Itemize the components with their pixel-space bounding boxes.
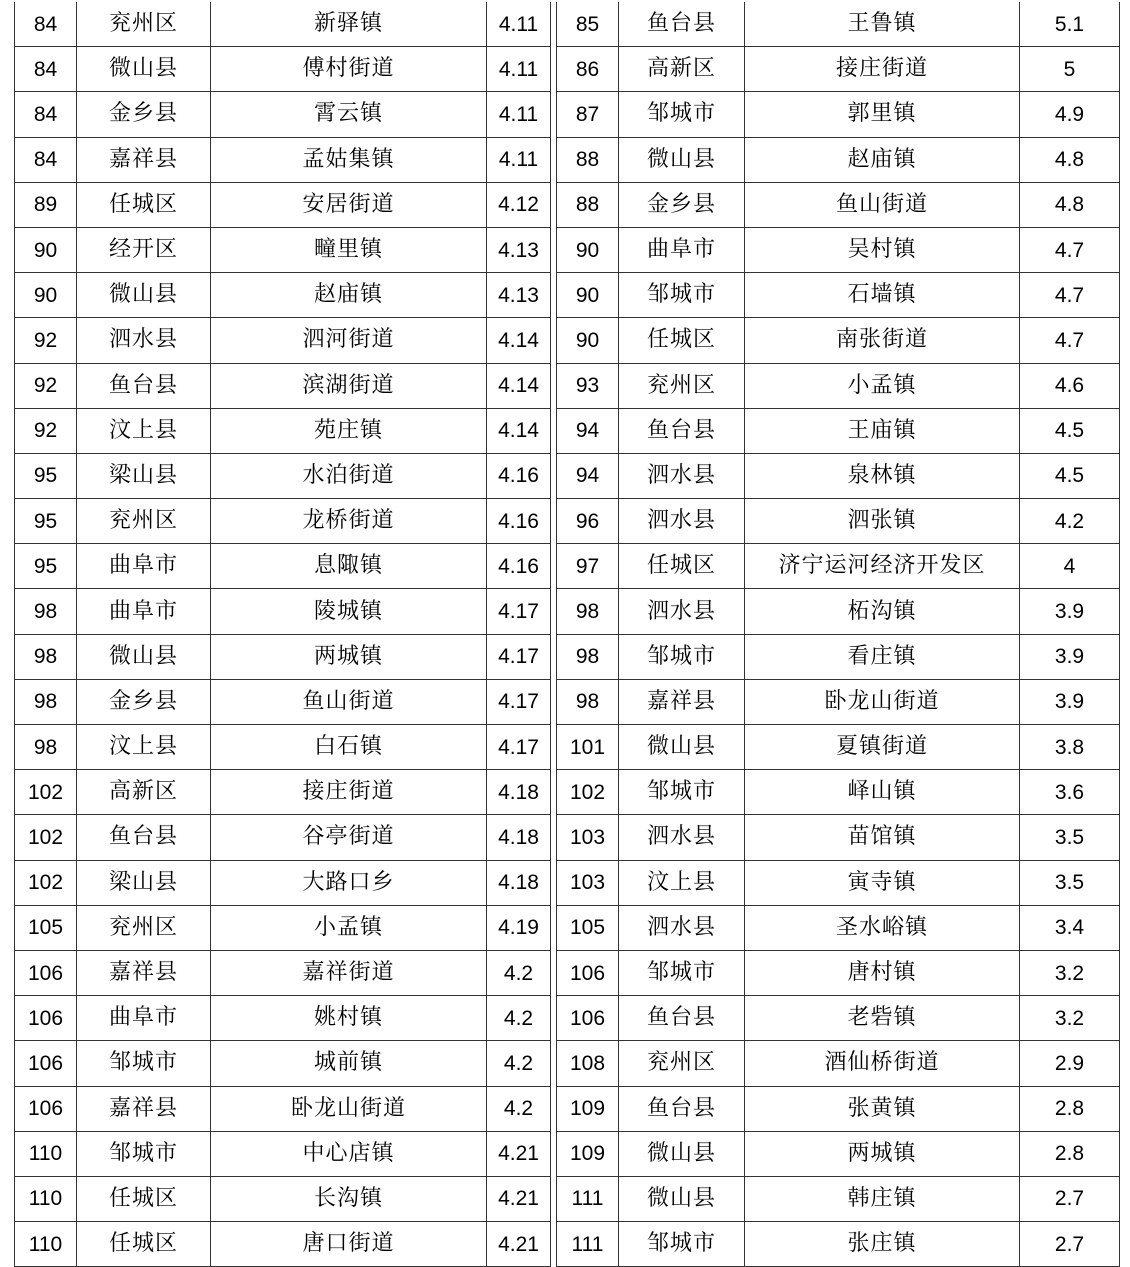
town-cell: 济宁运河经济开发区 <box>745 544 1020 589</box>
score-cell: 4.9 <box>1020 92 1120 137</box>
score-cell: 4.21 <box>487 1176 551 1221</box>
county-cell: 微山县 <box>619 725 745 770</box>
county-cell: 曲阜市 <box>77 589 211 634</box>
town-cell: 泉林镇 <box>745 453 1020 498</box>
score-cell: 3.9 <box>1020 679 1120 724</box>
score-cell: 4.5 <box>1020 453 1120 498</box>
rank-cell: 105 <box>557 905 619 950</box>
county-cell: 鱼台县 <box>619 1086 745 1131</box>
rank-cell: 98 <box>15 589 77 634</box>
town-cell: 唐口街道 <box>211 1222 487 1267</box>
county-cell: 泗水县 <box>619 589 745 634</box>
rank-cell: 98 <box>15 679 77 724</box>
table-row <box>15 499 551 544</box>
score-cell: 4.2 <box>487 950 551 995</box>
rank-cell: 84 <box>15 2 77 47</box>
score-cell: 2.9 <box>1020 1041 1120 1086</box>
score-cell: 4.2 <box>487 1041 551 1086</box>
table-row <box>15 363 551 408</box>
table-row <box>557 363 1120 408</box>
county-cell: 任城区 <box>77 182 211 227</box>
rank-cell: 92 <box>15 318 77 363</box>
town-cell: 大路口乡 <box>211 860 487 905</box>
county-cell: 鱼台县 <box>619 996 745 1041</box>
town-cell: 石墙镇 <box>745 273 1020 318</box>
table-row <box>15 137 551 182</box>
town-cell: 陵城镇 <box>211 589 487 634</box>
county-cell: 邹城市 <box>619 273 745 318</box>
rank-cell: 90 <box>15 227 77 272</box>
score-cell: 3.5 <box>1020 860 1120 905</box>
rank-cell: 92 <box>15 363 77 408</box>
county-cell: 邹城市 <box>619 1222 745 1267</box>
score-cell: 4.7 <box>1020 227 1120 272</box>
table-row <box>557 273 1120 318</box>
score-cell: 3.9 <box>1020 589 1120 634</box>
town-cell: 小孟镇 <box>745 363 1020 408</box>
table-row <box>557 1086 1120 1131</box>
rank-cell: 111 <box>557 1222 619 1267</box>
county-cell: 微山县 <box>77 634 211 679</box>
table-row <box>557 1176 1120 1221</box>
table-row <box>557 92 1120 137</box>
score-cell: 4.8 <box>1020 137 1120 182</box>
town-cell: 龙桥街道 <box>211 499 487 544</box>
score-cell: 4.6 <box>1020 363 1120 408</box>
table-row <box>557 1222 1120 1267</box>
rank-cell: 111 <box>557 1176 619 1221</box>
rank-cell: 106 <box>15 950 77 995</box>
table-row <box>557 770 1120 815</box>
rank-cell: 102 <box>557 770 619 815</box>
county-cell: 高新区 <box>77 770 211 815</box>
town-cell: 苑庄镇 <box>211 408 487 453</box>
ranking-table-left-body <box>15 2 551 1267</box>
town-cell: 张黄镇 <box>745 1086 1020 1131</box>
county-cell: 金乡县 <box>77 679 211 724</box>
town-cell: 安居街道 <box>211 182 487 227</box>
rank-cell: 98 <box>557 679 619 724</box>
score-cell: 3.8 <box>1020 725 1120 770</box>
town-cell: 接庄街道 <box>745 47 1020 92</box>
county-cell: 嘉祥县 <box>619 679 745 724</box>
table-row <box>557 679 1120 724</box>
town-cell: 张庄镇 <box>745 1222 1020 1267</box>
table-row <box>557 318 1120 363</box>
score-cell: 3.4 <box>1020 905 1120 950</box>
table-row <box>15 725 551 770</box>
score-cell: 2.8 <box>1020 1086 1120 1131</box>
rank-cell: 106 <box>557 996 619 1041</box>
table-row <box>15 1041 551 1086</box>
rank-cell: 85 <box>557 2 619 47</box>
county-cell: 兖州区 <box>77 2 211 47</box>
rank-cell: 95 <box>15 499 77 544</box>
town-cell: 霄云镇 <box>211 92 487 137</box>
rank-cell: 86 <box>557 47 619 92</box>
rank-cell: 103 <box>557 815 619 860</box>
town-cell: 泗河街道 <box>211 318 487 363</box>
table-row <box>15 950 551 995</box>
table-row <box>557 905 1120 950</box>
score-cell: 4.16 <box>487 453 551 498</box>
rank-cell: 106 <box>15 996 77 1041</box>
table-row <box>15 770 551 815</box>
table-row <box>15 92 551 137</box>
score-cell: 4.13 <box>487 227 551 272</box>
rank-cell: 90 <box>15 273 77 318</box>
score-cell: 4.18 <box>487 770 551 815</box>
score-cell: 2.8 <box>1020 1131 1120 1176</box>
county-cell: 鱼台县 <box>77 363 211 408</box>
town-cell: 新驿镇 <box>211 2 487 47</box>
town-cell: 鱼山街道 <box>211 679 487 724</box>
score-cell: 4.14 <box>487 408 551 453</box>
rank-cell: 84 <box>15 92 77 137</box>
town-cell: 郭里镇 <box>745 92 1020 137</box>
rank-cell: 102 <box>15 815 77 860</box>
town-cell: 长沟镇 <box>211 1176 487 1221</box>
score-cell: 4.17 <box>487 679 551 724</box>
score-cell: 4.14 <box>487 363 551 408</box>
town-cell: 唐村镇 <box>745 950 1020 995</box>
score-cell: 4.12 <box>487 182 551 227</box>
rank-cell: 110 <box>15 1222 77 1267</box>
town-cell: 苗馆镇 <box>745 815 1020 860</box>
ranking-table-left <box>14 2 551 1267</box>
score-cell: 2.7 <box>1020 1222 1120 1267</box>
table-row <box>557 47 1120 92</box>
table-row <box>15 1222 551 1267</box>
rank-cell: 109 <box>557 1086 619 1131</box>
rank-cell: 101 <box>557 725 619 770</box>
score-cell: 4.17 <box>487 725 551 770</box>
county-cell: 任城区 <box>77 1176 211 1221</box>
table-row <box>15 1086 551 1131</box>
county-cell: 嘉祥县 <box>77 1086 211 1131</box>
table-row <box>15 182 551 227</box>
table-row <box>557 1041 1120 1086</box>
town-cell: 赵庙镇 <box>745 137 1020 182</box>
score-cell: 4.17 <box>487 589 551 634</box>
county-cell: 微山县 <box>77 47 211 92</box>
county-cell: 曲阜市 <box>619 227 745 272</box>
county-cell: 泗水县 <box>77 318 211 363</box>
town-cell: 卧龙山街道 <box>745 679 1020 724</box>
rank-cell: 106 <box>15 1041 77 1086</box>
county-cell: 邹城市 <box>77 1041 211 1086</box>
town-cell: 老砦镇 <box>745 996 1020 1041</box>
county-cell: 邹城市 <box>619 950 745 995</box>
town-cell: 两城镇 <box>745 1131 1020 1176</box>
score-cell: 3.2 <box>1020 950 1120 995</box>
rank-cell: 95 <box>15 544 77 589</box>
town-cell: 看庄镇 <box>745 634 1020 679</box>
table-row <box>15 996 551 1041</box>
table-row <box>557 499 1120 544</box>
county-cell: 兖州区 <box>77 905 211 950</box>
county-cell: 曲阜市 <box>77 544 211 589</box>
score-cell: 4.2 <box>487 1086 551 1131</box>
table-row <box>557 453 1120 498</box>
table-row <box>557 137 1120 182</box>
table-row <box>15 47 551 92</box>
table-row <box>15 589 551 634</box>
rank-cell: 98 <box>15 634 77 679</box>
town-cell: 泗张镇 <box>745 499 1020 544</box>
county-cell: 汶上县 <box>77 408 211 453</box>
town-cell: 卧龙山街道 <box>211 1086 487 1131</box>
county-cell: 金乡县 <box>619 182 745 227</box>
table-row <box>557 725 1120 770</box>
score-cell: 4.17 <box>487 634 551 679</box>
rank-cell: 110 <box>15 1131 77 1176</box>
table-row <box>15 815 551 860</box>
county-cell: 泗水县 <box>619 815 745 860</box>
town-cell: 接庄街道 <box>211 770 487 815</box>
score-cell: 4.16 <box>487 544 551 589</box>
rank-cell: 98 <box>557 589 619 634</box>
score-cell: 4.7 <box>1020 273 1120 318</box>
rank-cell: 84 <box>15 47 77 92</box>
table-row <box>557 860 1120 905</box>
county-cell: 邹城市 <box>619 770 745 815</box>
county-cell: 鱼台县 <box>619 2 745 47</box>
town-cell: 南张街道 <box>745 318 1020 363</box>
county-cell: 邹城市 <box>77 1131 211 1176</box>
rank-cell: 102 <box>15 860 77 905</box>
county-cell: 汶上县 <box>619 860 745 905</box>
town-cell: 疃里镇 <box>211 227 487 272</box>
town-cell: 小孟镇 <box>211 905 487 950</box>
table-row <box>15 1176 551 1221</box>
county-cell: 邹城市 <box>619 634 745 679</box>
town-cell: 息陬镇 <box>211 544 487 589</box>
town-cell: 圣水峪镇 <box>745 905 1020 950</box>
score-cell: 4.13 <box>487 273 551 318</box>
table-row <box>15 634 551 679</box>
score-cell: 4.18 <box>487 815 551 860</box>
score-cell: 4.11 <box>487 92 551 137</box>
rank-cell: 90 <box>557 227 619 272</box>
table-row <box>15 2 551 47</box>
score-cell: 4 <box>1020 544 1120 589</box>
table-row <box>557 544 1120 589</box>
county-cell: 泗水县 <box>619 499 745 544</box>
town-cell: 城前镇 <box>211 1041 487 1086</box>
county-cell: 经开区 <box>77 227 211 272</box>
county-cell: 高新区 <box>619 47 745 92</box>
table-row <box>15 905 551 950</box>
county-cell: 微山县 <box>619 1131 745 1176</box>
score-cell: 3.2 <box>1020 996 1120 1041</box>
town-cell: 嘉祥街道 <box>211 950 487 995</box>
county-cell: 泗水县 <box>619 905 745 950</box>
table-row <box>557 2 1120 47</box>
county-cell: 梁山县 <box>77 453 211 498</box>
rank-cell: 95 <box>15 453 77 498</box>
county-cell: 汶上县 <box>77 725 211 770</box>
table-row <box>15 1131 551 1176</box>
rank-cell: 94 <box>557 408 619 453</box>
table-row <box>15 679 551 724</box>
town-cell: 滨湖街道 <box>211 363 487 408</box>
county-cell: 泗水县 <box>619 453 745 498</box>
rank-cell: 106 <box>557 950 619 995</box>
town-cell: 孟姑集镇 <box>211 137 487 182</box>
score-cell: 4.7 <box>1020 318 1120 363</box>
score-cell: 5.1 <box>1020 2 1120 47</box>
score-cell: 4.2 <box>1020 499 1120 544</box>
county-cell: 兖州区 <box>619 363 745 408</box>
rank-cell: 103 <box>557 860 619 905</box>
county-cell: 任城区 <box>619 318 745 363</box>
county-cell: 任城区 <box>77 1222 211 1267</box>
score-cell: 4.21 <box>487 1222 551 1267</box>
rank-cell: 92 <box>15 408 77 453</box>
town-cell: 谷亭街道 <box>211 815 487 860</box>
town-cell: 赵庙镇 <box>211 273 487 318</box>
score-cell: 4.11 <box>487 137 551 182</box>
town-cell: 水泊街道 <box>211 453 487 498</box>
score-cell: 4.11 <box>487 47 551 92</box>
rank-cell: 90 <box>557 318 619 363</box>
table-row <box>557 996 1120 1041</box>
rank-cell: 84 <box>15 137 77 182</box>
score-cell: 4.5 <box>1020 408 1120 453</box>
town-cell: 酒仙桥街道 <box>745 1041 1020 1086</box>
county-cell: 微山县 <box>77 273 211 318</box>
score-cell: 5 <box>1020 47 1120 92</box>
town-cell: 傅村街道 <box>211 47 487 92</box>
county-cell: 金乡县 <box>77 92 211 137</box>
town-cell: 白石镇 <box>211 725 487 770</box>
table-row <box>15 860 551 905</box>
town-cell: 两城镇 <box>211 634 487 679</box>
rank-cell: 105 <box>15 905 77 950</box>
rank-cell: 89 <box>15 182 77 227</box>
ranking-table-right <box>556 2 1120 1267</box>
town-cell: 鱼山街道 <box>745 182 1020 227</box>
score-cell: 2.7 <box>1020 1176 1120 1221</box>
table-row <box>557 227 1120 272</box>
town-cell: 王鲁镇 <box>745 2 1020 47</box>
rank-cell: 109 <box>557 1131 619 1176</box>
score-cell: 3.9 <box>1020 634 1120 679</box>
town-cell: 吴村镇 <box>745 227 1020 272</box>
table-row <box>15 408 551 453</box>
ranking-table-right-body <box>557 2 1120 1267</box>
table-row <box>557 950 1120 995</box>
town-cell: 寅寺镇 <box>745 860 1020 905</box>
county-cell: 兖州区 <box>619 1041 745 1086</box>
county-cell: 兖州区 <box>77 499 211 544</box>
rank-cell: 97 <box>557 544 619 589</box>
rank-cell: 88 <box>557 137 619 182</box>
town-cell: 柘沟镇 <box>745 589 1020 634</box>
table-row <box>557 1131 1120 1176</box>
table-row <box>15 453 551 498</box>
rank-cell: 94 <box>557 453 619 498</box>
town-cell: 夏镇街道 <box>745 725 1020 770</box>
county-cell: 曲阜市 <box>77 996 211 1041</box>
rank-cell: 98 <box>557 634 619 679</box>
table-row <box>15 544 551 589</box>
county-cell: 微山县 <box>619 137 745 182</box>
rank-cell: 106 <box>15 1086 77 1131</box>
county-cell: 微山县 <box>619 1176 745 1221</box>
town-cell: 姚村镇 <box>211 996 487 1041</box>
county-cell: 鱼台县 <box>77 815 211 860</box>
town-cell: 韩庄镇 <box>745 1176 1020 1221</box>
county-cell: 嘉祥县 <box>77 137 211 182</box>
town-cell: 中心店镇 <box>211 1131 487 1176</box>
score-cell: 4.21 <box>487 1131 551 1176</box>
table-row <box>15 227 551 272</box>
score-cell: 4.16 <box>487 499 551 544</box>
county-cell: 嘉祥县 <box>77 950 211 995</box>
table-row <box>557 408 1120 453</box>
rank-cell: 108 <box>557 1041 619 1086</box>
county-cell: 鱼台县 <box>619 408 745 453</box>
rank-cell: 88 <box>557 182 619 227</box>
rank-cell: 93 <box>557 363 619 408</box>
county-cell: 梁山县 <box>77 860 211 905</box>
table-row <box>557 634 1120 679</box>
table-row <box>15 273 551 318</box>
score-cell: 4.11 <box>487 2 551 47</box>
rank-cell: 87 <box>557 92 619 137</box>
score-cell: 4.18 <box>487 860 551 905</box>
rank-cell: 98 <box>15 725 77 770</box>
rank-cell: 96 <box>557 499 619 544</box>
score-cell: 4.19 <box>487 905 551 950</box>
score-cell: 3.6 <box>1020 770 1120 815</box>
score-cell: 3.5 <box>1020 815 1120 860</box>
county-cell: 邹城市 <box>619 92 745 137</box>
rank-cell: 110 <box>15 1176 77 1221</box>
score-cell: 4.2 <box>487 996 551 1041</box>
county-cell: 任城区 <box>619 544 745 589</box>
score-cell: 4.14 <box>487 318 551 363</box>
table-row <box>557 815 1120 860</box>
table-row <box>557 589 1120 634</box>
table-row <box>557 182 1120 227</box>
rank-cell: 90 <box>557 273 619 318</box>
town-cell: 峄山镇 <box>745 770 1020 815</box>
town-cell: 王庙镇 <box>745 408 1020 453</box>
rank-cell: 102 <box>15 770 77 815</box>
score-cell: 4.8 <box>1020 182 1120 227</box>
table-row <box>15 318 551 363</box>
